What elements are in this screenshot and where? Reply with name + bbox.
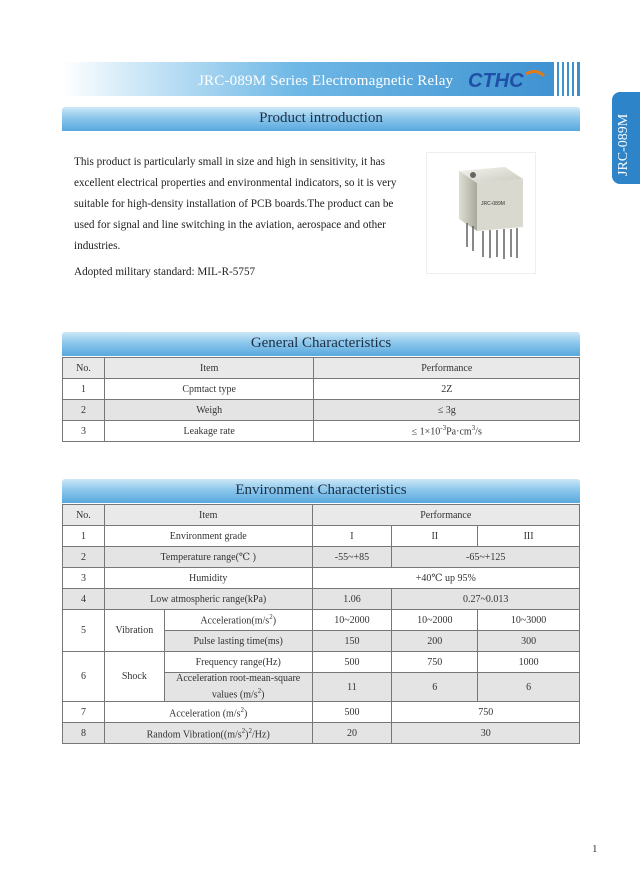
cell: Humidity bbox=[104, 568, 312, 589]
section-title: Product introduction bbox=[259, 110, 383, 126]
cell: Acceleration root-mean-square values $(m/s^2)$ bbox=[164, 673, 312, 702]
cell: 10~2000 bbox=[312, 610, 392, 631]
cell: Cpmtact type bbox=[104, 379, 314, 400]
company-logo bbox=[466, 68, 548, 92]
cell: 20 bbox=[312, 723, 392, 744]
cell: +40℃ up 95% bbox=[312, 568, 579, 589]
table-row bbox=[63, 400, 580, 421]
cell: Acceleration $(m/s^2)$ bbox=[104, 702, 312, 723]
cell: ≤ $1\times 10^{-3}Pa\cdot cm^3/s$ bbox=[314, 421, 580, 442]
cell: Shock bbox=[104, 652, 164, 702]
table-row bbox=[63, 568, 580, 589]
cell: III bbox=[478, 526, 580, 547]
side-tab: JRC-089M bbox=[612, 92, 640, 184]
section-bar-intro bbox=[62, 107, 580, 131]
table-row bbox=[63, 526, 580, 547]
environment-table bbox=[62, 504, 580, 744]
cell: 6 bbox=[478, 673, 580, 702]
section-title: Environment Characteristics bbox=[235, 482, 407, 498]
table-row bbox=[63, 723, 580, 744]
cell: 8 bbox=[63, 723, 105, 744]
section-bar-environment bbox=[62, 479, 580, 503]
relay-photo bbox=[426, 152, 536, 274]
section-bar-general bbox=[62, 332, 580, 356]
cell: Vibration bbox=[104, 610, 164, 652]
header-stripes bbox=[554, 62, 580, 96]
cell: I bbox=[312, 526, 392, 547]
cell: -65~+125 bbox=[392, 547, 580, 568]
cell: 1 bbox=[63, 526, 105, 547]
cell: 1.06 bbox=[312, 589, 392, 610]
cell: 2 bbox=[63, 547, 105, 568]
cell: Random $Vibration((m/s^2)^2/Hz)$ bbox=[104, 723, 312, 744]
table-row bbox=[63, 589, 580, 610]
intro-paragraph: This product is particularly small in size and high in sensitivity, it has excellent electrical properties and environmental indicators, so it is very suitable for high-density installation of PCB boards.The product can be used for signal and line switching in the aviation, aerospace and other industries. bbox=[74, 156, 397, 252]
cell: II bbox=[392, 526, 478, 547]
cell: 2Z bbox=[314, 379, 580, 400]
col-header: No. bbox=[63, 505, 105, 526]
cell: Frequency range(Hz) bbox=[164, 652, 312, 673]
svg-text:CTHC: CTHC bbox=[468, 70, 524, 92]
cell: Temperature range(℃ ) bbox=[104, 547, 312, 568]
col-header: Item bbox=[104, 505, 312, 526]
header-title: JRC-089M Series Electromagnetic Relay bbox=[198, 73, 454, 89]
table-row bbox=[63, 652, 580, 673]
col-header: No. bbox=[63, 358, 105, 379]
page-number: 1 bbox=[592, 843, 598, 855]
cell: 6 bbox=[63, 652, 105, 702]
cell: 500 bbox=[312, 702, 392, 723]
cell: 30 bbox=[392, 723, 580, 744]
cell: ≤ 3g bbox=[314, 400, 580, 421]
table-row bbox=[63, 379, 580, 400]
table-row bbox=[63, 421, 580, 442]
cell: $Acceleration(m/s^2)$ bbox=[164, 610, 312, 631]
table-row bbox=[63, 547, 580, 568]
military-standard: Adopted military standard: MIL-R-5757 bbox=[74, 266, 256, 278]
cell: 750 bbox=[392, 652, 478, 673]
col-header: Performance bbox=[314, 358, 580, 379]
cell: 2 bbox=[63, 400, 105, 421]
cell: 11 bbox=[312, 673, 392, 702]
cell: 4 bbox=[63, 589, 105, 610]
cell: 3 bbox=[63, 568, 105, 589]
cell: 1000 bbox=[478, 652, 580, 673]
cell: 300 bbox=[478, 631, 580, 652]
table-row bbox=[63, 702, 580, 723]
cell: Weigh bbox=[104, 400, 314, 421]
cell: 750 bbox=[392, 702, 580, 723]
cell: 10~3000 bbox=[478, 610, 580, 631]
cell: Environment grade bbox=[104, 526, 312, 547]
cell: 6 bbox=[392, 673, 478, 702]
cell: 150 bbox=[312, 631, 392, 652]
col-header: Performance bbox=[312, 505, 579, 526]
cell: 500 bbox=[312, 652, 392, 673]
svg-text:JRC-089M: JRC-089M bbox=[481, 201, 505, 207]
col-header: Item bbox=[104, 358, 314, 379]
section-title: General Characteristics bbox=[250, 335, 392, 351]
cell: 7 bbox=[63, 702, 105, 723]
table-row bbox=[63, 610, 580, 631]
cell: -55~+85 bbox=[312, 547, 392, 568]
general-table bbox=[62, 357, 580, 442]
cell: 5 bbox=[63, 610, 105, 652]
cell: 3 bbox=[63, 421, 105, 442]
cell: Leakage rate bbox=[104, 421, 314, 442]
cell: 1 bbox=[63, 379, 105, 400]
cell: Low atmospheric range(kPa) bbox=[104, 589, 312, 610]
cell: 0.27~0.013 bbox=[392, 589, 580, 610]
cell: 10~2000 bbox=[392, 610, 478, 631]
cell: 200 bbox=[392, 631, 478, 652]
cell: Pulse lasting time(ms) bbox=[164, 631, 312, 652]
